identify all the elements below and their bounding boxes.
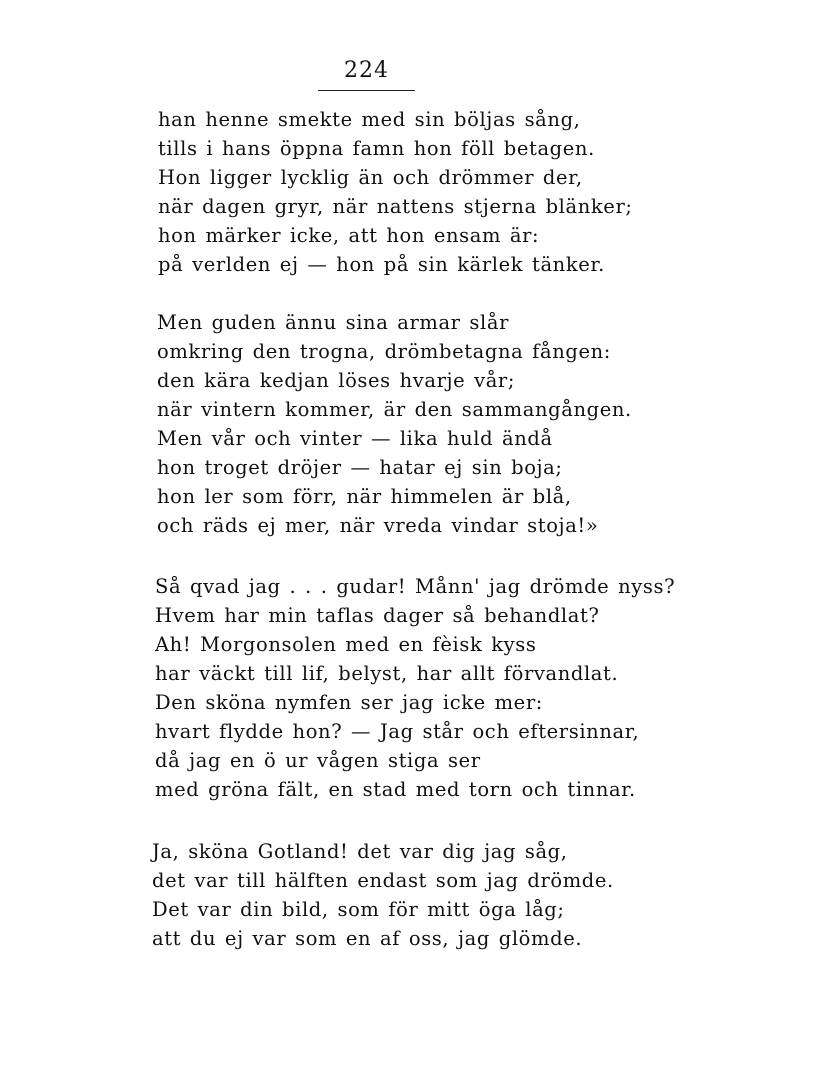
poem-line: Den sköna nymfen ser jag icke mer: [155,691,543,714]
poem-line: Ja, sköna Gotland! det var dig jag såg, [152,840,568,863]
poem-line: Hon ligger lycklig än och drömmer der, [158,166,583,189]
poem-line: Hvem har min taflas dager så behandlat? [155,604,600,627]
poem-line: när vintern kommer, är den sammangången. [157,398,632,421]
page-number: 224 [344,58,389,83]
poem-line: omkring den trogna, drömbetagna fången: [157,340,611,363]
poem-line: det var till hälften endast som jag drömde. [152,869,614,892]
poem-line: hon troget dröjer — hatar ej sin boja; [157,456,563,479]
poem-line: på verlden ej — hon på sin kärlek tänker. [158,253,605,276]
poem-line: hon märker icke, att hon ensam är: [158,224,540,247]
poem-line: har väckt till lif, belyst, har allt förvandlat. [155,662,619,685]
poem-line: han henne smekte med sin böljas sång, [158,108,581,131]
poem-line: tills i hans öppna famn hon föll betagen. [158,137,595,160]
poem-line: och räds ej mer, när vreda vindar stoja!» [157,514,599,537]
poem-line: Så qvad jag . . . gudar! Månn' jag drömde nyss? [155,575,676,598]
poem-line: Det var din bild, som för mitt öga låg; [152,898,565,921]
poem-line: hon ler som förr, när himmelen är blå, [157,485,572,508]
poem-line: Men vår och vinter — lika huld ändå [157,427,553,450]
poem-line: Ah! Morgonsolen med en fèisk kyss [155,633,537,656]
poem-line: den kära kedjan löses hvarje vår; [157,369,516,392]
poem-line: Men guden ännu sina armar slår [157,311,509,334]
poem-line: att du ej var som en af oss, jag glömde. [152,927,583,950]
poem-line: när dagen gryr, när nattens stjerna blänker; [158,195,633,218]
poem-line: med gröna fält, en stad med torn och tinnar. [155,778,636,801]
poem-line: då jag en ö ur vågen stiga ser [155,749,481,772]
poem-line: hvart flydde hon? — Jag står och eftersinnar, [155,720,640,743]
